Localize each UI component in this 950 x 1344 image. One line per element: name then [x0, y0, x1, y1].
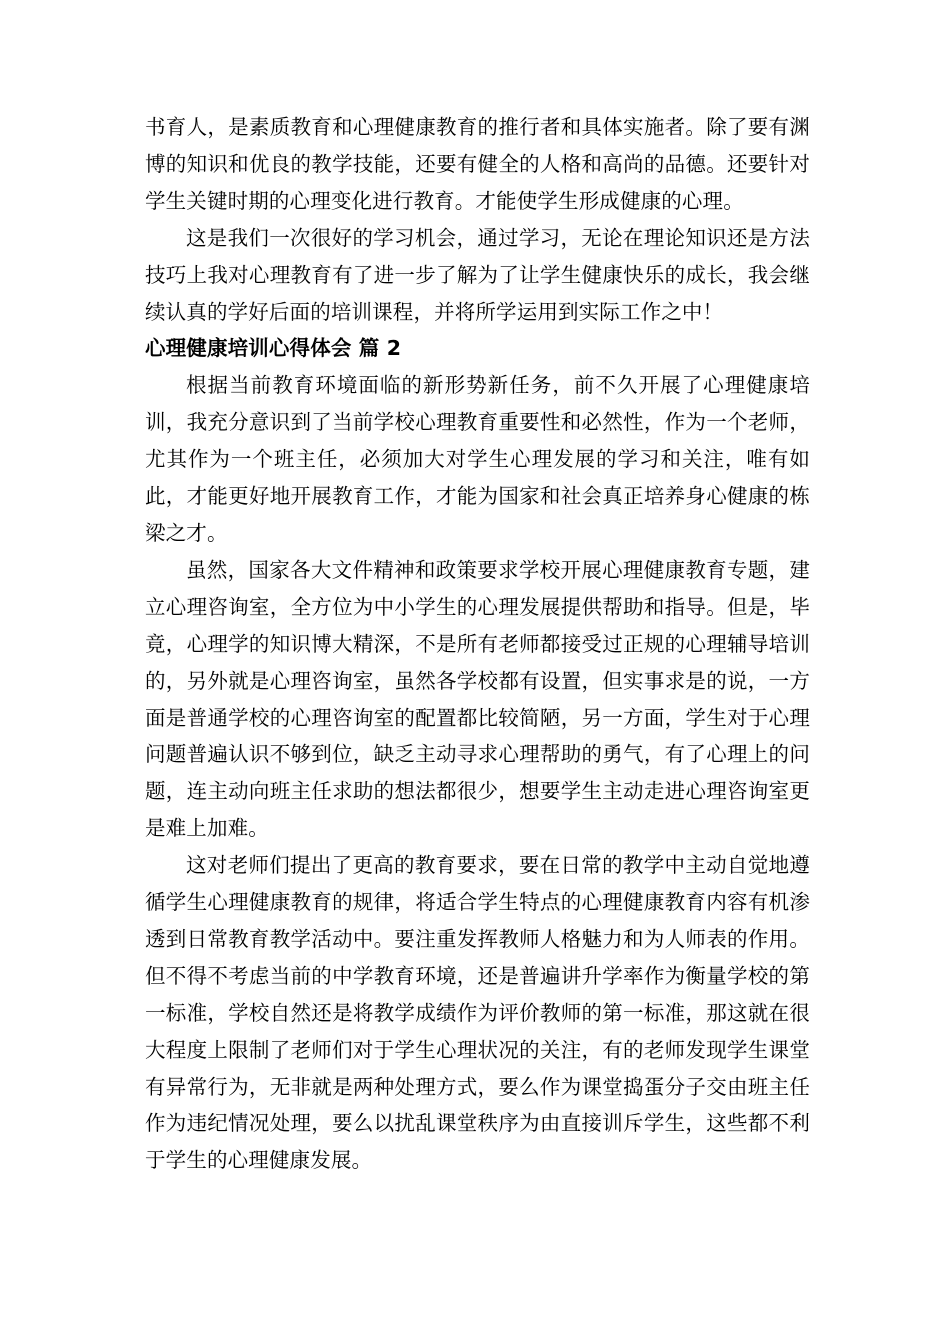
- paragraph-2: 这是我们一次很好的学习机会，通过学习，无论在理论知识还是方法技巧上我对心理教育有了进一步了解为了让学生健康快乐的成长，我会继续认真的学好后面的培训课程，并将所学运用到实际工作之中！: [145, 225, 810, 324]
- paragraph-1: 书育人，是素质教育和心理健康教育的推行者和具体实施者。除了要有渊博的知识和优良的教学技能，还要有健全的人格和高尚的品德。还要针对学生关键时期的心理变化进行教育。才能使学生形成健康的心理。: [145, 115, 810, 213]
- paragraph-4: 虽然，国家各大文件精神和政策要求学校开展心理健康教育专题，建立心理咨询室，全方位为中小学生的心理发展提供帮助和指导。但是，毕竟，心理学的知识博大精深，不是所有老师都接受过正规的心理辅导培训的，另外就是心理咨询室，虽然各学校都有设置，但实事求是的说，一方面是普通学校的心理咨询室的配置都比较简陋，另一方面，学生对于心理问题普遍认识不够到位，缺乏主动寻求心理帮助的勇气，有了心理上的问题，连主动向班主任求助的想法都很少，想要学生主动走进心理咨询室更是难上加难。: [145, 557, 810, 841]
- section-heading: 心理健康培训心得体会 篇 2: [145, 336, 402, 361]
- document-body: [145, 109, 810, 1179]
- paragraph-3: 根据当前教育环境面临的新形势新任务，前不久开展了心理健康培训，我充分意识到了当前学校心理教育重要性和必然性，作为一个老师，尤其作为一个班主任，必须加大对学生心理发展的学习和关注，唯有如此，才能更好地开展教育工作，才能为国家和社会真正培养身心健康的栋梁之才。: [145, 373, 810, 545]
- paragraph-5: 这对老师们提出了更高的教育要求，要在日常的教学中主动自觉地遵循学生心理健康教育的规律，将适合学生特点的心理健康教育内容有机渗透到日常教育教学活动中。要注重发挥教师人格魅力和为人师表的作用。但不得不考虑当前的中学教育环境，还是普遍讲升学率作为衡量学校的第一标准，学校自然还是将教学成绩作为评价教师的第一标准，那这就在很大程度上限制了老师们对于学生心理状况的关注，有的老师发现学生课堂有异常行为，无非就是两种处理方式，要么作为课堂捣蛋分子交由班主任作为违纪情况处理，要么以扰乱课堂秩序为由直接训斥学生，这些都不利于学生的心理健康发展。: [145, 853, 810, 1173]
